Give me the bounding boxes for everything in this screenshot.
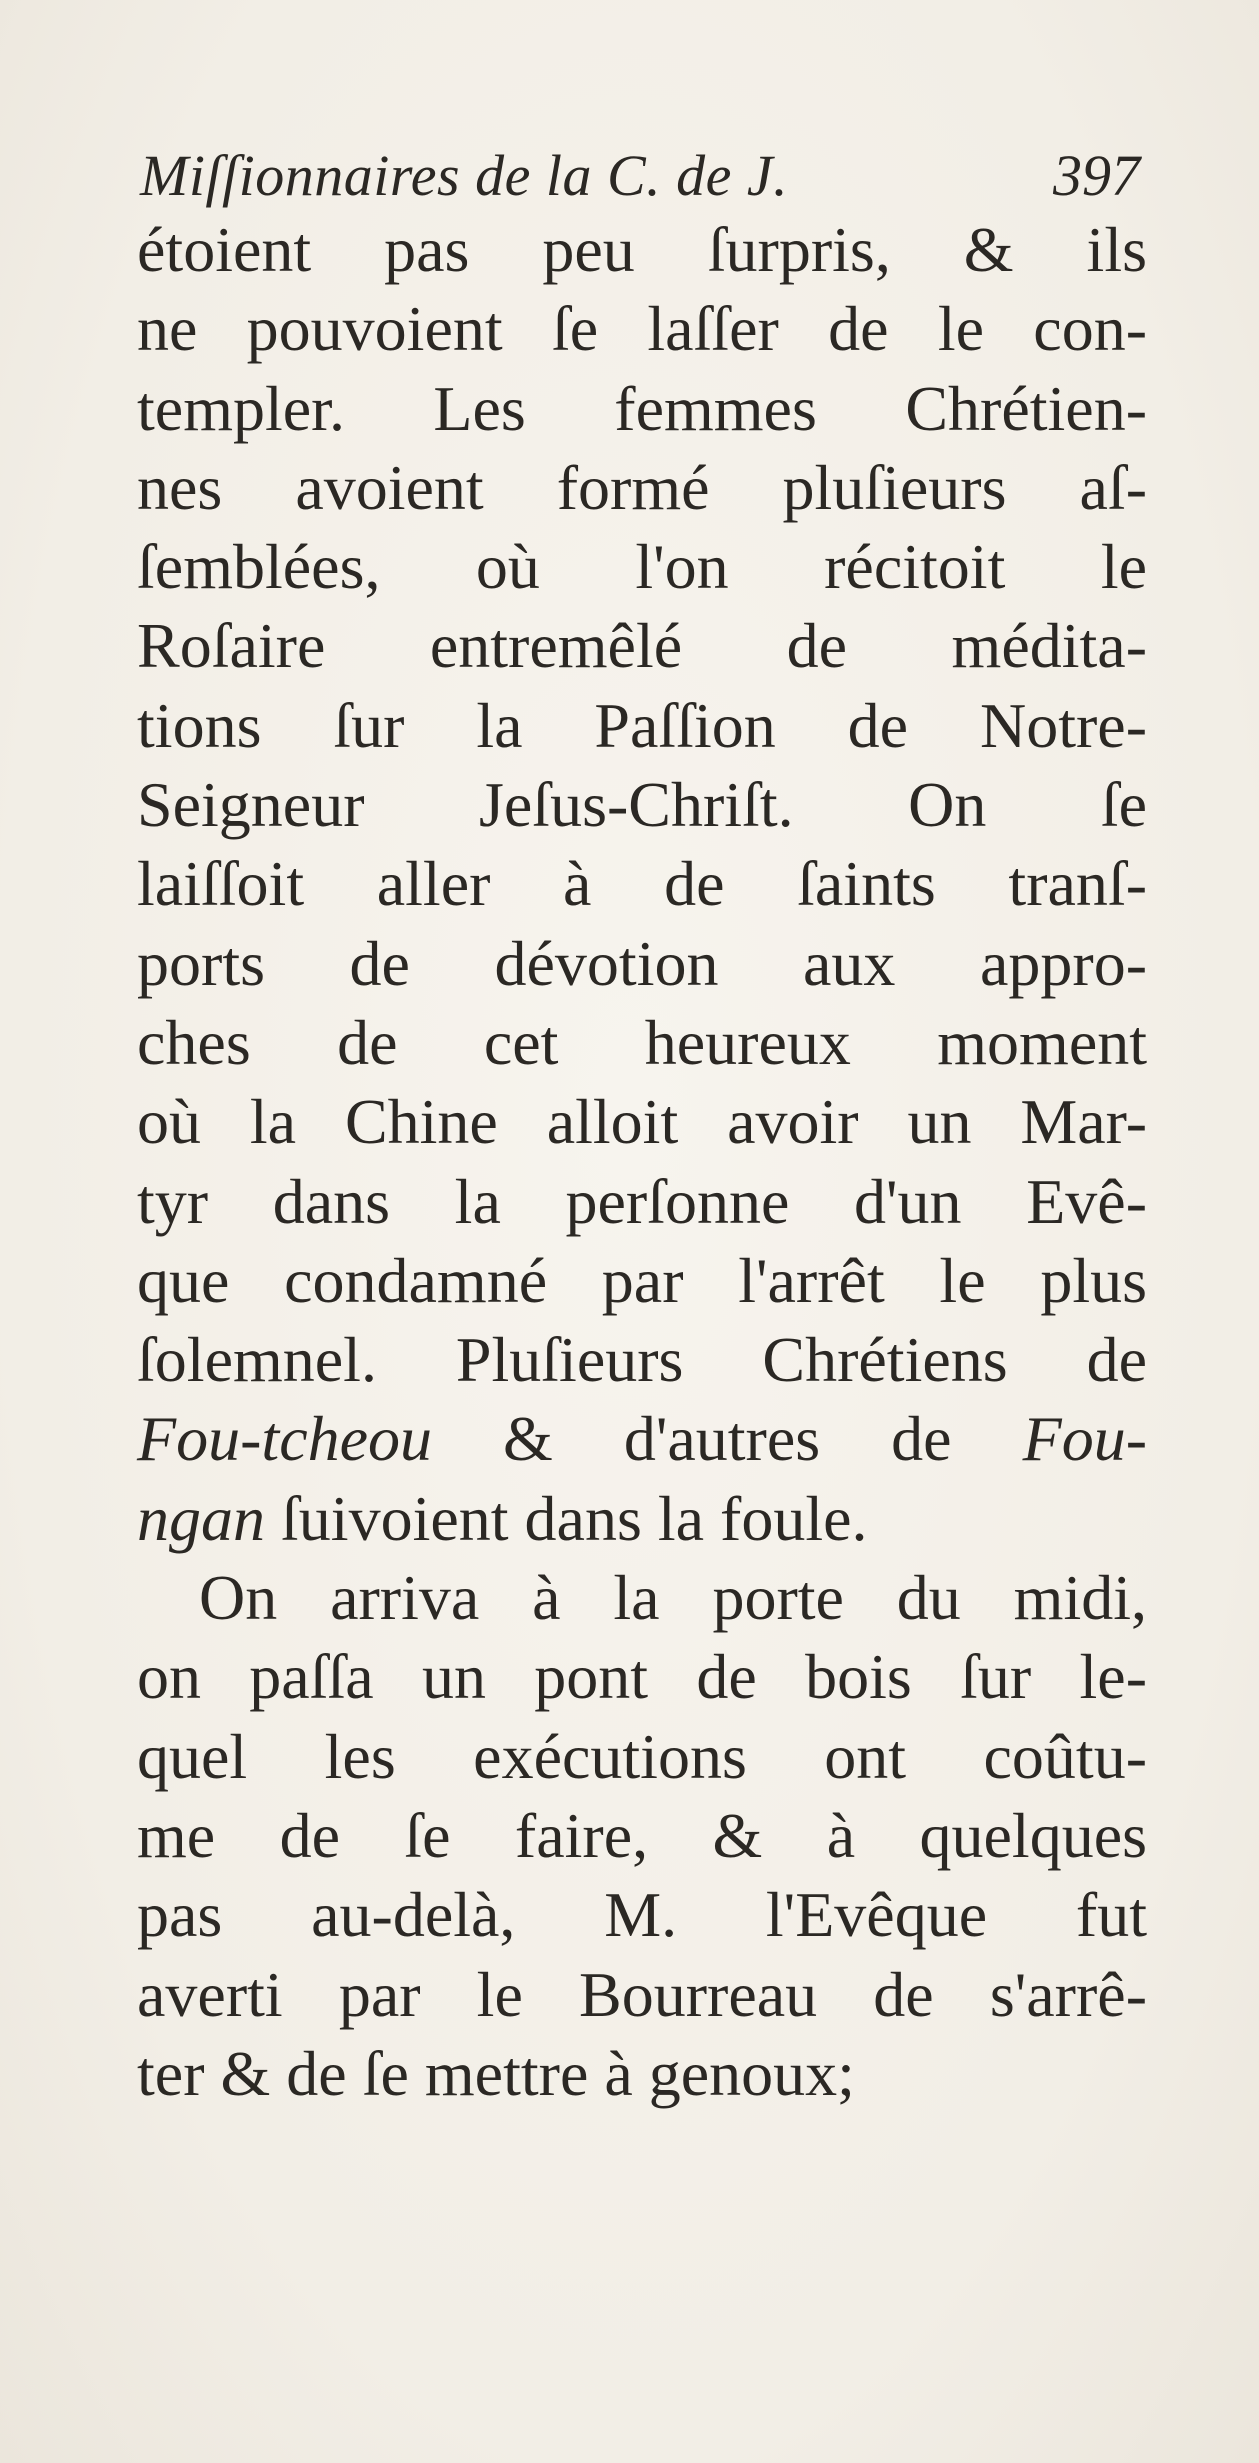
text-line: tyr dans la perſonne d'un Evê- <box>137 1165 1147 1237</box>
text-line: laiſſoit aller à de ſaints tranſ- <box>137 848 1147 920</box>
text-line: ter & de ſe mettre à genoux; <box>137 2037 855 2109</box>
place-name-fou-part: Fou- <box>1022 1403 1147 1475</box>
text-line: on paſſa un pont de bois ſur le- <box>137 1641 1147 1713</box>
paragraph-first-line: On arriva à la porte du midi, <box>199 1562 1147 1634</box>
text-span: & d'autres de <box>432 1403 1023 1475</box>
text-line: ne pouvoient ſe laſſer de le con- <box>137 293 1147 365</box>
place-name-ngan-part: ngan <box>137 1482 265 1554</box>
text-line: ſolemnel. Pluſieurs Chrétiens de <box>137 1324 1147 1396</box>
text-span: ſuivoient dans la foule. <box>265 1482 868 1554</box>
text-line: Seigneur Jeſus-Chriſt. On ſe <box>137 769 1147 841</box>
page-number: 397 <box>1053 143 1140 208</box>
running-head <box>140 142 1140 212</box>
place-name-fou-tcheou: Fou-tcheou <box>137 1403 432 1475</box>
text-line: ſemblées, où l'on récitoit le <box>137 531 1147 603</box>
running-title: Miſſionnaires de la C. de J. <box>140 143 789 208</box>
text-line: que condamné par l'arrêt le plus <box>137 1244 1147 1316</box>
text-line-mixed <box>137 1479 1147 1558</box>
text-line: templer. Les femmes Chrétien- <box>137 372 1147 444</box>
text-line: averti par le Bourreau de s'arrê- <box>137 1958 1147 2030</box>
text-line: pas au-delà, M. l'Evêque fut <box>137 1879 1147 1951</box>
text-line: étoient pas peu ſurpris, & ils <box>137 214 1147 285</box>
text-line: où la Chine alloit avoir un Mar- <box>137 1086 1147 1158</box>
text-line: Roſaire entremêlé de médita- <box>137 610 1147 682</box>
body-text <box>137 210 1147 2113</box>
text-line: me de ſe faire, & à quelques <box>137 1799 1147 1871</box>
text-line: ports de dévotion aux appro- <box>137 927 1147 999</box>
text-line: nes avoient formé pluſieurs aſ- <box>137 451 1147 523</box>
text-line-mixed <box>137 1399 1147 1478</box>
text-line: quel les exécutions ont coûtu- <box>137 1720 1147 1792</box>
text-line: ches de cet heureux moment <box>137 1006 1147 1078</box>
text-line: tions ſur la Paſſion de Notre- <box>137 689 1147 761</box>
